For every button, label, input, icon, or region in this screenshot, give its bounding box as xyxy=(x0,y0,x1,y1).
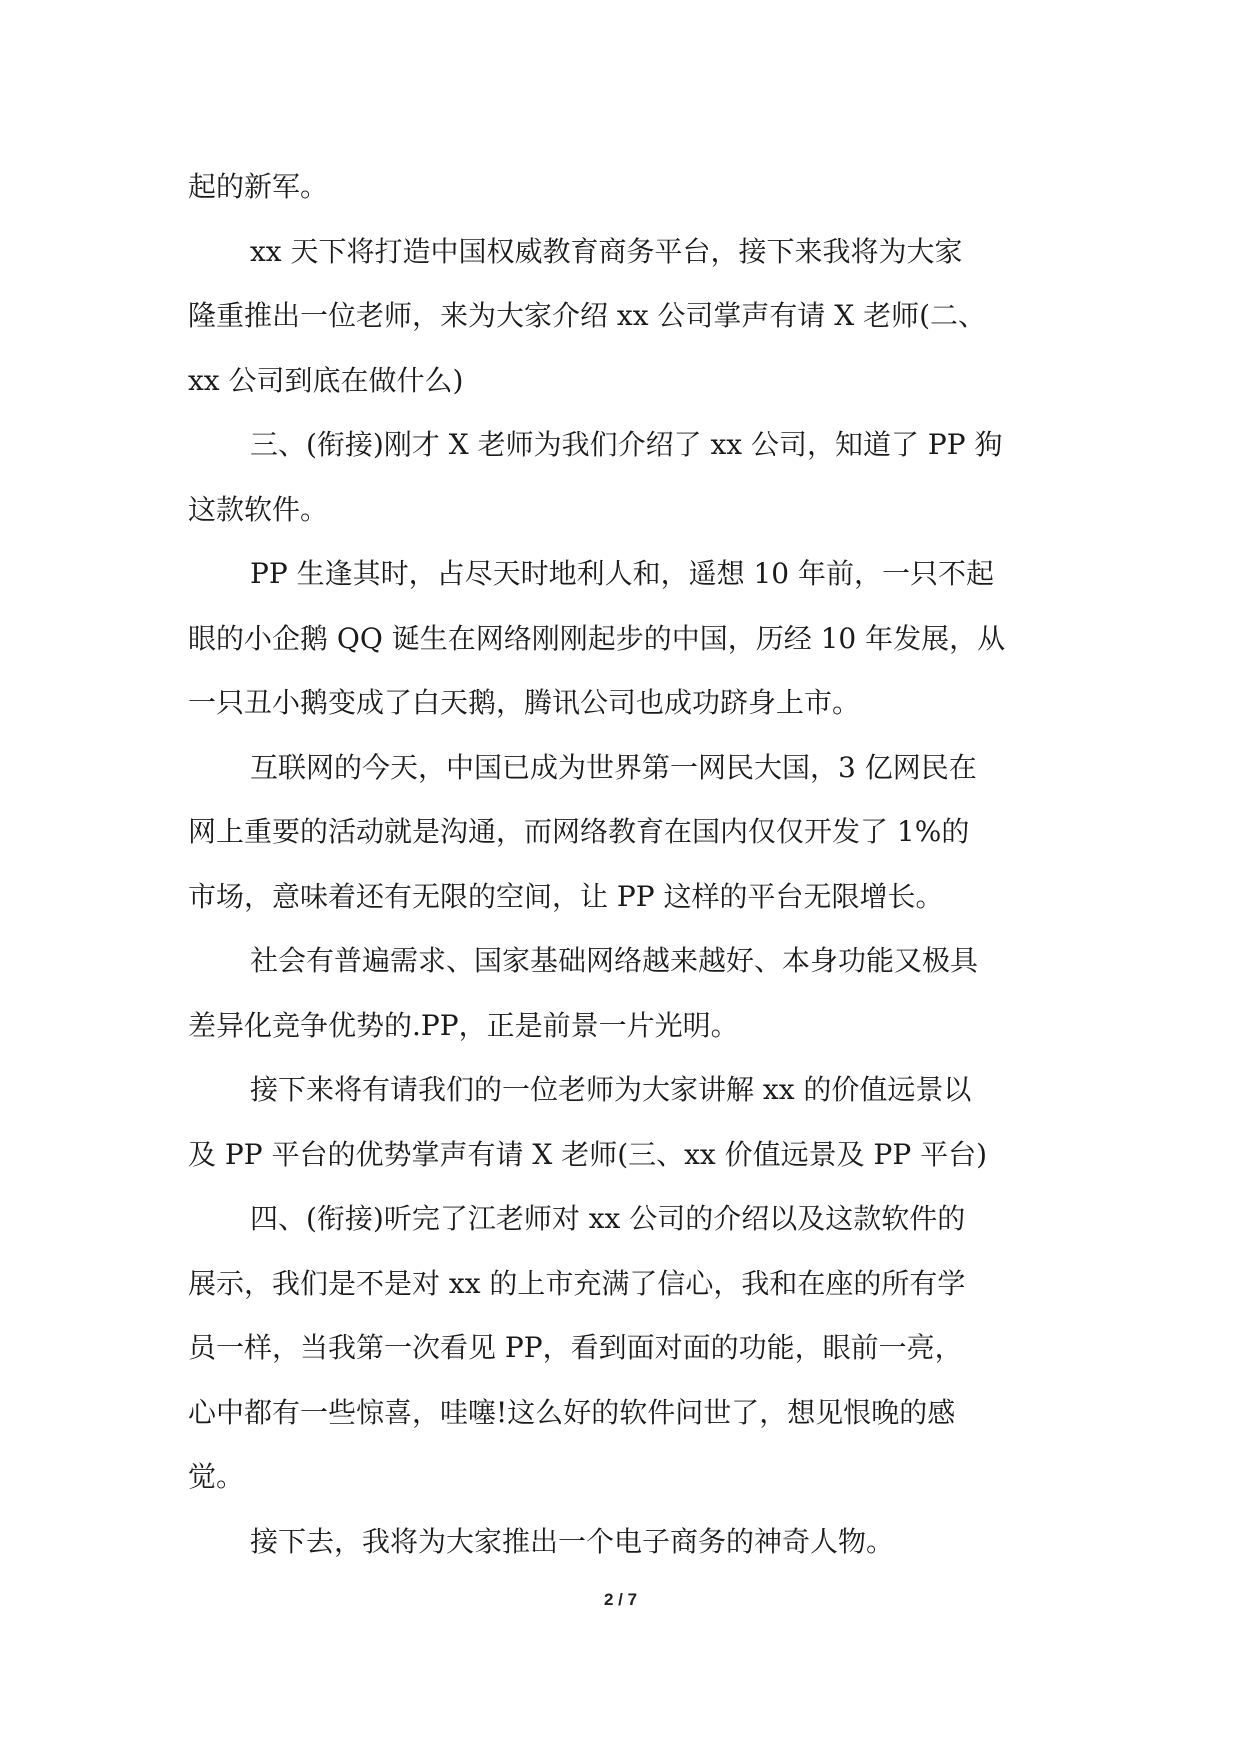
text-line: 接下去，我将为大家推出一个电子商务的神奇人物。 xyxy=(250,1524,895,1558)
text-line: 觉。 xyxy=(188,1460,245,1493)
text-line: 起的新军。 xyxy=(188,170,329,203)
text-line: 及 PP 平台的优势掌声有请 X 老师(三、xx 价值远景及 PP 平台) xyxy=(188,1137,988,1171)
text-line: xx 天下将打造中国权威教育商务平台，接下来我将为大家 xyxy=(250,234,963,268)
text-line: 这款软件。 xyxy=(188,492,329,526)
text-line: 互联网的今天，中国已成为世界第一网民大国，3 亿网民在 xyxy=(250,750,977,784)
text-line: 员一样，当我第一次看见 PP，看到面对面的功能，眼前一亮， xyxy=(188,1331,963,1364)
text-line: 市场，意味着还有无限的空间，让 PP 这样的平台无限增长。 xyxy=(188,879,944,913)
text-line: 隆重推出一位老师，来为大家介绍 xx 公司掌声有请 X 老师(二、 xyxy=(188,299,987,332)
document-body xyxy=(188,155,1058,1574)
text-line: 社会有普遍需求、国家基础网络越来越好、本身功能又极具 xyxy=(250,944,979,977)
text-line: 网上重要的活动就是沟通，而网络教育在国内仅仅开发了 1%的 xyxy=(188,815,970,848)
text-line: 接下来将有请我们的一位老师为大家讲解 xx 的价值远景以 xyxy=(250,1073,972,1106)
text-line: xx 公司到底在做什么) xyxy=(188,363,464,397)
text-line: 一只丑小鹅变成了白天鹅，腾讯公司也成功跻身上市。 xyxy=(188,686,861,719)
text-line: 四、(衔接)听完了江老师对 xx 公司的介绍以及这款软件的 xyxy=(250,1202,966,1235)
text-line: 差异化竞争优势的.PP，正是前景一片光明。 xyxy=(188,1008,739,1042)
text-line: 眼的小企鹅 QQ 诞生在网络刚刚起步的中国，历经 10 年发展，从 xyxy=(188,621,1006,655)
text-line: 三、(衔接)刚才 X 老师为我们介绍了 xx 公司，知道了 PP 狗 xyxy=(250,428,1003,461)
text-line: 心中都有一些惊喜，哇噻!这么好的软件问世了，想见恨晚的感 xyxy=(188,1395,956,1429)
text-line: 展示，我们是不是对 xx 的上市充满了信心，我和在座的所有学 xyxy=(188,1266,966,1300)
page-number: 2 / 7 xyxy=(603,1590,638,1609)
text-line: PP 生逢其时，占尽天时地利人和，遥想 10 年前，一只不起 xyxy=(250,557,995,590)
